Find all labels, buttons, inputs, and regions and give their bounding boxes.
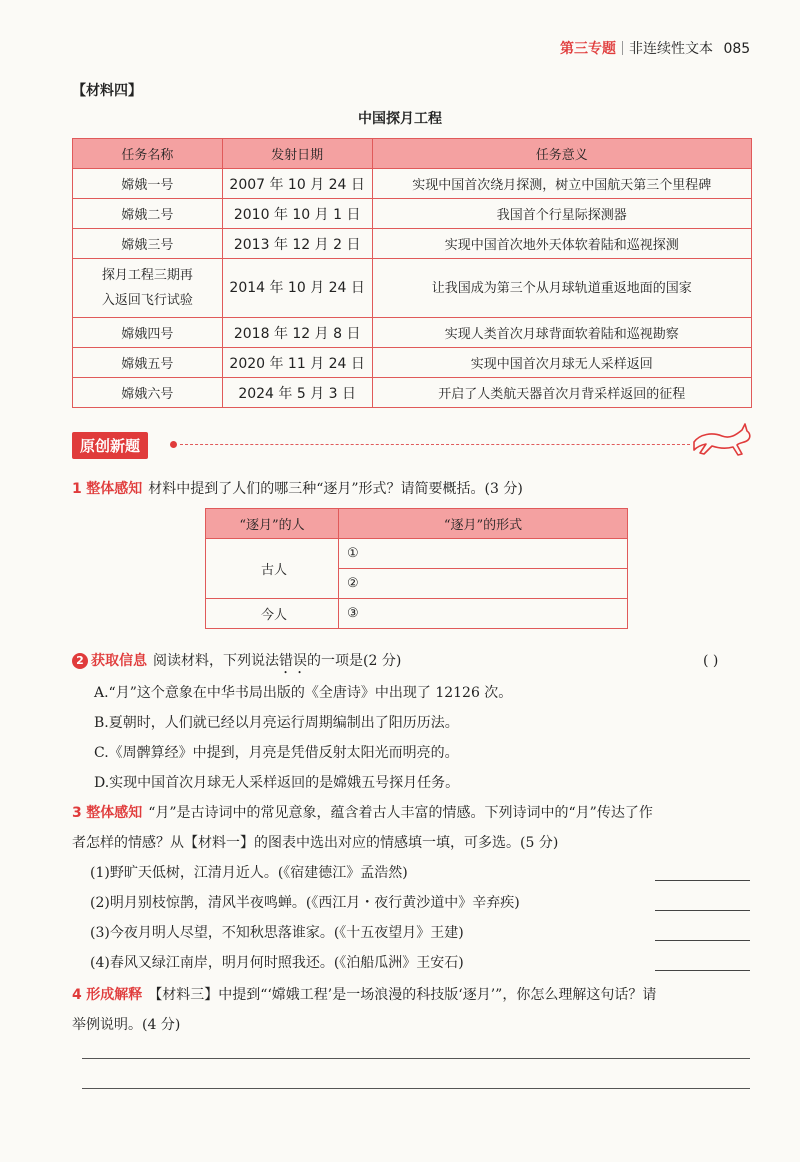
question-tag: 形成解释 (86, 987, 143, 1003)
answer-line-long-1[interactable] (82, 1058, 750, 1059)
banner-dot (170, 441, 177, 448)
page-number: 085 (723, 41, 751, 57)
table-row (73, 229, 752, 259)
header-cell: 任务意义 (372, 139, 751, 169)
launch-date: 2010 年 10 月 1 日 (222, 199, 372, 229)
option-d: D.实现中国首次月球无人采样返回的是嫦娥五号探月任务。 (94, 775, 460, 791)
question-number: 2 (72, 653, 88, 669)
mission-name: 嫦娥三号 (73, 229, 223, 259)
banner-dashed-line (180, 444, 690, 445)
header-cell: “逐月”的人 (206, 509, 339, 539)
question-2 (72, 650, 401, 677)
launch-date: 2007 年 10 月 24 日 (222, 169, 372, 199)
table-row (73, 199, 752, 229)
question-emphasis: 错误 (279, 653, 307, 669)
mission-significance: 实现人类首次月球背面软着陆和巡视勘察 (372, 318, 751, 348)
table-header-row (206, 509, 628, 539)
poem-item-1: (1)野旷天低树，江清月近人。(《宿建德江》孟浩然) (90, 865, 408, 881)
option-a: A.“月”这个意象在中华书局出版的《全唐诗》中出现了 12126 次。 (94, 685, 513, 701)
chapter-title: 非连续性文本 (629, 41, 713, 57)
mission-significance: 实现中国首次绕月探测，树立中国航天第三个里程碑 (372, 169, 751, 199)
answer-line-2[interactable] (655, 910, 750, 911)
mission-significance: 我国首个行星际探测器 (372, 199, 751, 229)
mission-name: 嫦娥六号 (73, 378, 223, 408)
answer-line-long-2[interactable] (82, 1088, 750, 1089)
question-tag: 获取信息 (91, 653, 147, 669)
question-number: 3 (72, 805, 82, 821)
section-banner: 原创新题 (72, 432, 148, 459)
question-text-line2: 者怎样的情感？从【材料一】的图表中选出对应的情感填一填，可多选。(5 分) (72, 835, 559, 851)
poem-item-4: (4)春风又绿江南岸，明月何时照我还。(《泊船瓜洲》王安石) (90, 955, 464, 971)
table-row (73, 259, 752, 318)
running-cat-icon (690, 420, 754, 460)
mission-significance: 让我国成为第三个从月球轨道重返地面的国家 (372, 259, 751, 318)
modern-people-cell: 今人 (206, 599, 339, 629)
mission-significance: 实现中国首次地外天体软着陆和巡视探测 (372, 229, 751, 259)
table-row (206, 599, 628, 629)
question-4 (72, 984, 656, 1006)
question-text-b: 的一项是(2 分) (307, 653, 402, 669)
answer-parentheses[interactable]: ( ) (703, 653, 719, 669)
launch-date: 2020 年 11 月 24 日 (222, 348, 372, 378)
answer-cell-3[interactable]: ③ (339, 599, 628, 629)
answer-cell-1[interactable]: ① (339, 539, 628, 569)
option-b: B.夏朝时，人们就已经以月亮运行周期编制出了阳历历法。 (94, 715, 459, 731)
chapter-label: 第三专题 (560, 41, 616, 57)
header-divider (622, 41, 623, 55)
mission-name: 嫦娥一号 (73, 169, 223, 199)
page-header (560, 38, 750, 58)
option-c: C.《周髀算经》中提到，月亮是凭借反射太阳光而明亮的。 (94, 745, 459, 761)
table-row (73, 378, 752, 408)
mission-name: 嫦娥二号 (73, 199, 223, 229)
mission-name (73, 259, 223, 318)
table-row (73, 318, 752, 348)
answer-line-4[interactable] (655, 970, 750, 971)
launch-date: 2014 年 10 月 24 日 (222, 259, 372, 318)
answer-cell-2[interactable]: ② (339, 569, 628, 599)
question-text-line1: “月”是古诗词中的常见意象，蕴含着古人丰富的情感。下列诗词中的“月”传达了作 (148, 805, 653, 821)
mission-significance: 实现中国首次月球无人采样返回 (372, 348, 751, 378)
launch-date: 2018 年 12 月 8 日 (222, 318, 372, 348)
poem-item-3: (3)今夜月明人尽望，不知秋思落谁家。(《十五夜望月》王建) (90, 925, 464, 941)
question-text-line1: 【材料三】中提到“‘嫦娥工程’是一场浪漫的科技版‘逐月’”，你怎么理解这句话？请 (148, 987, 657, 1003)
table-row (206, 539, 628, 569)
mission-significance: 开启了人类航天器首次月背采样返回的征程 (372, 378, 751, 408)
poem-item-2: (2)明月别枝惊鹊，清风半夜鸣蝉。(《西江月・夜行黄沙道中》辛弃疾) (90, 895, 520, 911)
table-row (73, 348, 752, 378)
table-row (73, 169, 752, 199)
launch-date: 2013 年 12 月 2 日 (222, 229, 372, 259)
mission-name-line1: 探月工程三期再 (101, 268, 193, 283)
answer-line-1[interactable] (655, 880, 750, 881)
question-number: 4 (72, 987, 82, 1003)
lunar-program-table (72, 138, 752, 408)
question-text-line2: 举例说明。(4 分) (72, 1017, 181, 1033)
question-tag: 整体感知 (86, 481, 143, 497)
moon-chasing-table (205, 508, 628, 629)
question-number: 1 (72, 481, 82, 497)
mission-name: 嫦娥四号 (73, 318, 223, 348)
question-text: 材料中提到了人们的哪三种“逐月”形式？请简要概括。(3 分) (148, 481, 523, 497)
launch-date: 2024 年 5 月 3 日 (222, 378, 372, 408)
header-cell: 任务名称 (73, 139, 223, 169)
question-tag: 整体感知 (86, 805, 143, 821)
question-1 (72, 478, 523, 500)
table-header-row (73, 139, 752, 169)
mission-name-line2: 入返回飞行试验 (101, 293, 193, 308)
header-cell: 发射日期 (222, 139, 372, 169)
header-cell: “逐月”的形式 (339, 509, 628, 539)
material-label: 【材料四】 (72, 83, 142, 99)
question-text-a: 阅读材料，下列说法 (153, 653, 279, 669)
mission-name: 嫦娥五号 (73, 348, 223, 378)
table-title: 中国探月工程 (358, 111, 442, 127)
ancient-people-cell: 古人 (206, 539, 339, 599)
question-3 (72, 802, 653, 824)
answer-line-3[interactable] (655, 940, 750, 941)
